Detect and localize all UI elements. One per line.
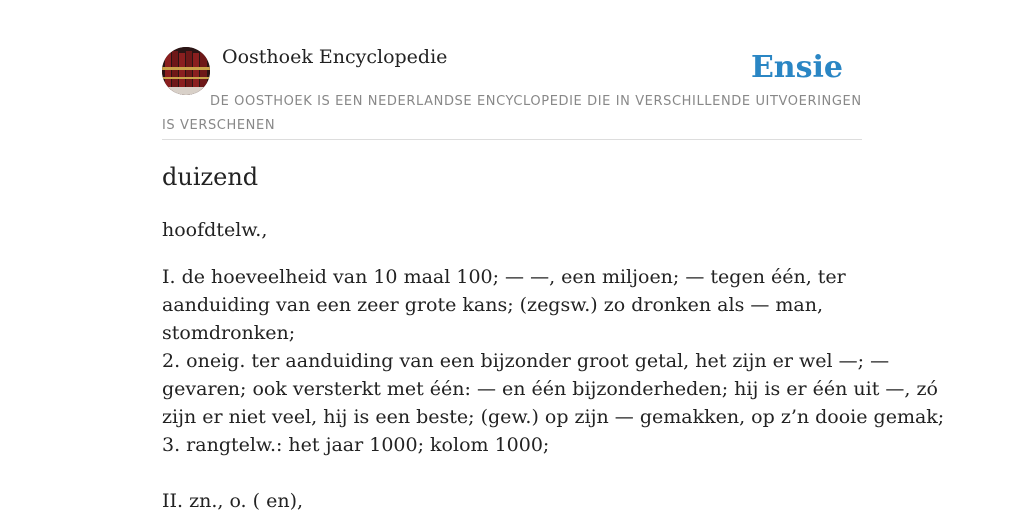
encyclopedia-books-icon — [162, 47, 210, 95]
entry-term: duizend — [162, 163, 259, 191]
definition-body — [162, 263, 945, 459]
definition-line: zijn er niet veel, hij is een beste; (gew.) op zijn — gemakken, op z’n dooie gemak; — [162, 406, 945, 428]
definition-line: 3. rangtelw.: het jaar 1000; kolom 1000; — [162, 434, 550, 456]
part-of-speech — [162, 216, 872, 244]
avatar[interactable] — [162, 47, 210, 95]
definition-line: gevaren; ook versterkt met één: — en één bijzonderheden; hij is er één uit —, zó — [162, 378, 938, 400]
part-of-speech-label: hoofdtelw., — [162, 219, 268, 241]
source-header — [162, 0, 862, 140]
section-two — [162, 487, 872, 512]
source-title[interactable]: Oosthoek Encyclopedie — [222, 46, 448, 68]
definition-line: aanduiding van een zeer grote kans; (zegsw.) zo dronken als — man, — [162, 294, 824, 316]
section-two-label: II. zn., o. ( en), — [162, 490, 304, 512]
source-subtitle: DE OOSTHOEK IS EEN NEDERLANDSE ENCYCLOPEDIE DIE IN VERSCHILLENDE UITVOERINGEN IS VERSCHENEN — [162, 94, 862, 133]
definition-line: I. de hoeveelheid van 10 maal 100; — —, een miljoen; — tegen één, ter — [162, 266, 846, 288]
definition-line: 2. oneig. ter aanduiding van een bijzonder groot getal, het zijn er wel —; — — [162, 350, 890, 372]
definition-line: stomdronken; — [162, 322, 296, 344]
brand-logo[interactable]: Ensie — [750, 50, 843, 85]
header-container — [162, 0, 862, 140]
